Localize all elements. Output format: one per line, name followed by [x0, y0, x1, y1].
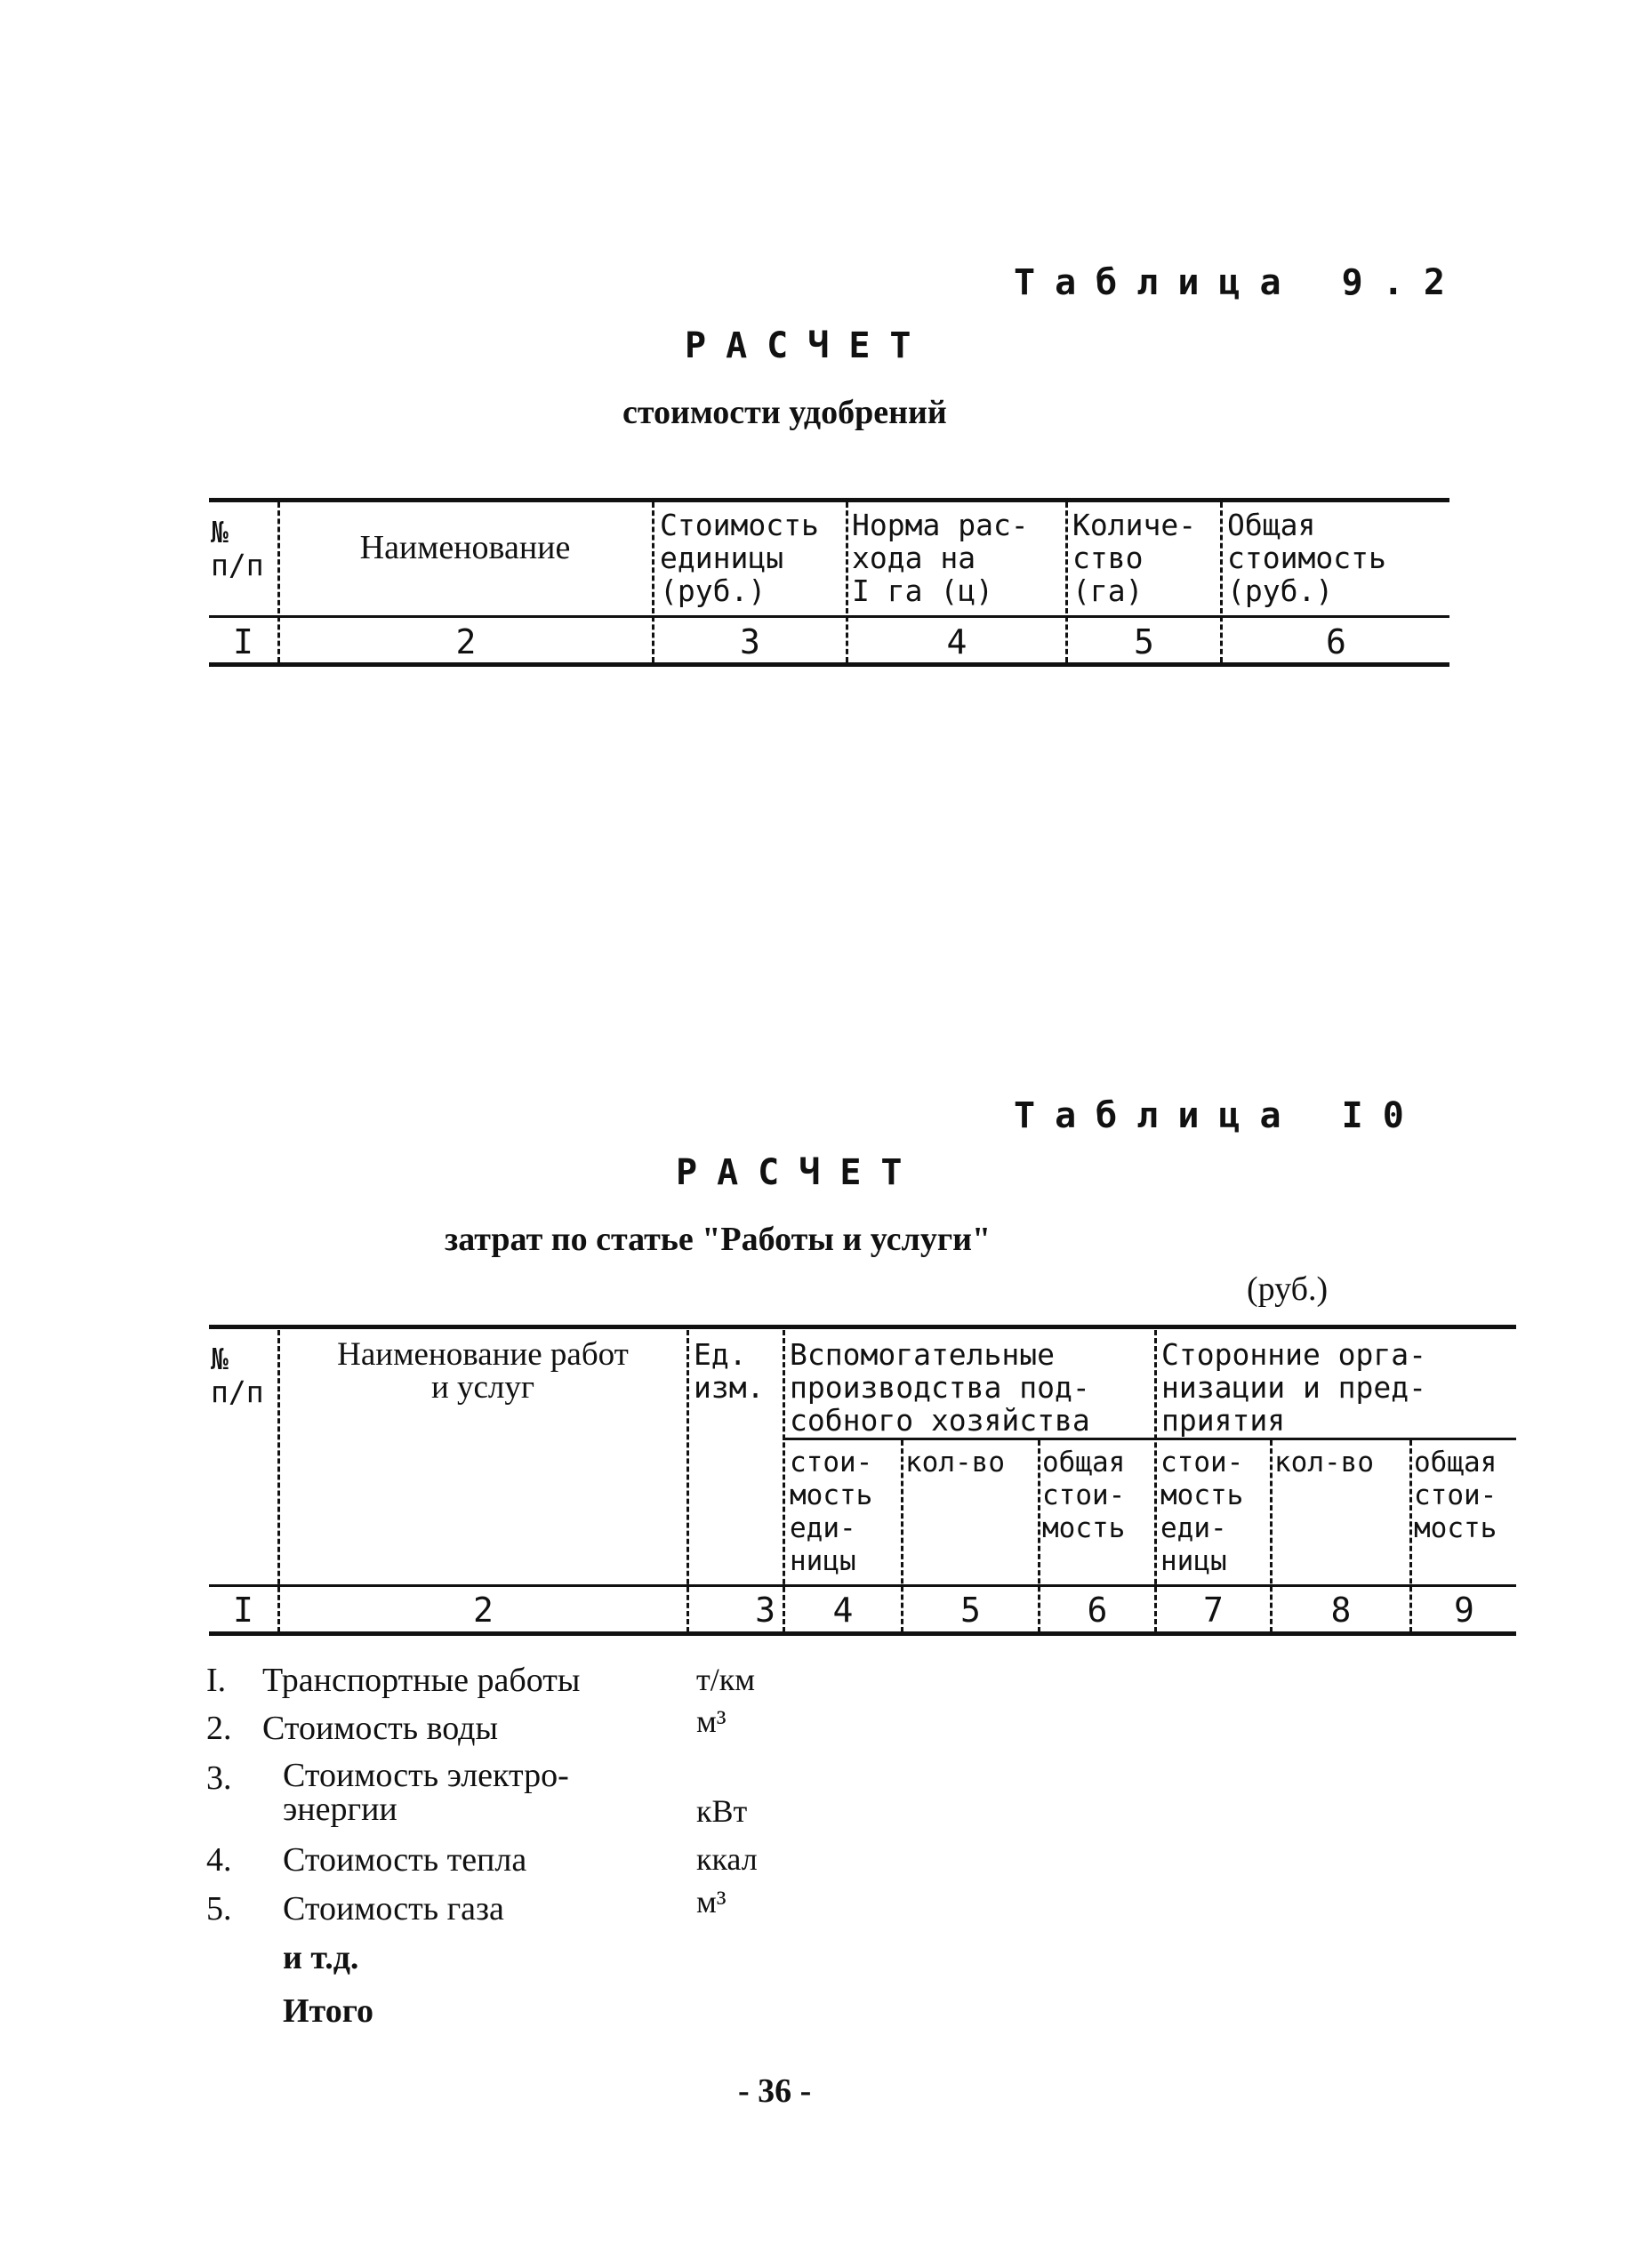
table1-colnum: 4: [946, 622, 968, 661]
row-name: Стоимость тепла: [283, 1841, 527, 1879]
row-number: 3.: [206, 1759, 232, 1797]
table2-unit-note: (руб.): [1247, 1270, 1329, 1308]
table2-colnum: 9: [1454, 1591, 1474, 1630]
table2-colnum: 7: [1203, 1591, 1224, 1630]
table2-colnum: 4: [832, 1591, 854, 1630]
row-etc: и т.д.: [283, 1939, 359, 1976]
table2-colnum: 2: [473, 1591, 494, 1630]
page-number: - 36 -: [738, 2072, 812, 2110]
table2-subheader: стои- мость еди- ницы: [790, 1447, 873, 1577]
row-name: Транспортные работы: [262, 1662, 581, 1699]
table2-group-rule: [783, 1438, 1516, 1440]
table2-header-num: № п/п: [211, 1342, 264, 1409]
table2-divider: [277, 1330, 280, 1632]
row-unit: м³: [696, 1703, 727, 1739]
row-total: Итого: [283, 1992, 374, 2030]
table2-header-rule: [209, 1584, 1516, 1587]
table2-divider: [783, 1330, 785, 1632]
row-number: 5.: [206, 1890, 232, 1927]
table1-header-total: Общая стоимость (руб.): [1227, 508, 1386, 608]
table2-header-unit: Ед. изм.: [694, 1337, 765, 1405]
table1-colnum: I: [233, 622, 253, 661]
row-unit: т/км: [696, 1662, 756, 1697]
row-name: Стоимость электро- энергии: [283, 1757, 569, 1828]
table2-subheader: стои- мость еди- ницы: [1160, 1447, 1244, 1577]
table2-header-name: Наименование работ и услуг: [337, 1336, 629, 1406]
table2-divider: [1154, 1330, 1157, 1632]
table2-header-group2: Сторонние орга- низации и пред- приятия: [1161, 1337, 1427, 1438]
row-unit: м³: [696, 1884, 727, 1919]
table2-colnum: 3: [755, 1591, 775, 1630]
table1-top-rule: [209, 498, 1449, 502]
table1-colnum: 2: [455, 622, 477, 661]
table1-title: РАСЧЕТ: [685, 325, 931, 366]
table1-header-quantity: Количе- ство (га): [1072, 508, 1197, 608]
table2-divider: [687, 1330, 689, 1632]
table1-subtitle: стоимости удобрений: [622, 394, 947, 431]
row-unit: ккал: [696, 1841, 758, 1877]
row-unit: кВт: [696, 1793, 748, 1829]
table1-colnum: 6: [1326, 622, 1346, 661]
row-number: 4.: [206, 1841, 232, 1879]
table2-colnum: 6: [1087, 1591, 1108, 1630]
table1-header-rule: [209, 615, 1449, 618]
table2-subheader: кол-во: [1274, 1447, 1374, 1479]
table1-colnum: 3: [740, 622, 760, 661]
table1-header-norm: Норма рас- хода на I га (ц): [852, 508, 1029, 608]
table1-bottom-rule: [209, 662, 1449, 667]
table2-top-rule: [209, 1325, 1516, 1329]
table1-header-num: № п/п: [211, 515, 264, 582]
row-name: Стоимость газа: [283, 1890, 504, 1927]
table1-header-name: Наименование: [359, 529, 571, 566]
table2-title: РАСЧЕТ: [676, 1152, 922, 1193]
table2-subheader: общая стои- мость: [1042, 1447, 1126, 1544]
row-number: I.: [206, 1662, 227, 1699]
table2-colnum: 8: [1330, 1591, 1352, 1630]
table1-header-unit-cost: Стоимость единицы (руб.): [660, 508, 819, 608]
table2-subheader: общая стои- мость: [1414, 1447, 1497, 1544]
table2-colnum: I: [233, 1591, 253, 1630]
row-number: 2.: [206, 1710, 232, 1747]
table1-colnum: 5: [1134, 622, 1154, 661]
row-name: Стоимость воды: [262, 1710, 499, 1747]
table2-header-group1: Вспомогательные производства под- собного хозяйства: [790, 1337, 1090, 1438]
table2-bottom-rule: [209, 1631, 1516, 1636]
table2-subtitle: затрат по статье "Работы и услуги": [445, 1221, 992, 1258]
table2-colnum: 5: [960, 1591, 981, 1630]
table2-label: Таблица I0: [1014, 1095, 1424, 1136]
table2-subheader: кол-во: [905, 1447, 1005, 1479]
table1-label: Таблица 9.2: [1014, 262, 1465, 303]
